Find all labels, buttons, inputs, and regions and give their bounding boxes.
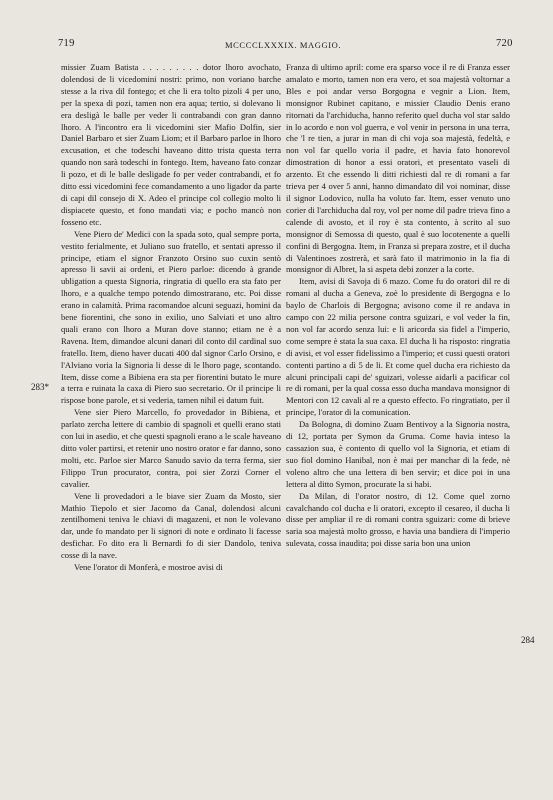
paragraph: Da Milan, di l'orator nostro, di 12. Come quel zorno cavalchando col ducha e li oratori, excepto il cesareo, il ducha li disse per ampliar il re di romani contra sguizari: come di brieve saria soa majestà molto grosso, e havia una bandiera di l'imperio sulevata, cossa inaudita; poi disse saria bon una union <box>286 490 510 549</box>
left-text-column <box>61 62 281 574</box>
page-number-left: 719 <box>58 38 75 49</box>
page-number-right: 720 <box>496 38 513 49</box>
margin-note-left: 283* <box>31 382 49 392</box>
paragraph: missier Zuam Batista . . . . . . . . . dotor lhoro avochato, dolendosi de li vicedomini nostri: primo, non voriano barche stesse a la riva dil fontego; et che li era tolto pizoli 4 per uno, per la spexa di pozi, tamen non era aqua; tertio, si dolevano li era desligà le balle per veder li contrabandi con gran danno lhoro. A l'incontro era li vicedomini sier Mafio Dolfin, sier Daniel Barbaro et sier Zuam Liom; et il Barbaro parloe in lhoro excusation, et che todeschi haveano ditto trista questa terra quando non sarà todeschi in fontego. Item, haveano fato conzar li pozo, et di le balle desligade fo per veder contrabandi, et fo ditto essi vicedomini fece comandamento a uno ligador da parte di capi dil consejo di X. Adeo el principe col collegio molto li dispiacete questo, et fono mandati via; e pocho mancò non fosseno etc. <box>61 62 281 227</box>
paragraph: Franza di ultimo april: come era sparso voce il re di Franza esser amalato e morto, tamen non era vero, et soa majestà voltornar a Bles e poi andar verso Borgogna e vegnir a Lion. Item, monsignor Rubinet capitano, e missier Claudio Denis erano ritornati da l'archiducha, hanno referito quel ducha vol star saldo in lo acordo e non vol guerra, e vol venir in persona in una terra, che 'l re tien, a jurar in man di chi voja soa majestà, fedeltà, e non vol far quello voria il padre, et havia fato honorevol dimostration di honor a essi oratori, et presentato vaseli di arzento. Et che essendo li ditti richiesti dal re di romani a far trieva per 4 over 5 anni, hanno dimandato dil voi nominar, disse il signor Lodovico, nulla ha voluto far. Item, esser venuto uno corier di l'archiducha dal roy, vol per nome dil padre trieva fino a calende di avosto, et il roy è sta contento, à scrito al suo monsignor di Semossa di questo, qual è suo locotenente a quelli confini di Bergogna. Item, in Franza si prepara zostre, et il ducha di Valentinoes zostrerà, et sarà fato il matrimonio in la fia di monsignor di Albret, la si aspeta debi zonzer a la corte. <box>286 62 510 275</box>
paragraph: Item, avisi di Savoja di 6 mazo. Come fu do oratori dil re di romani al ducha a Geneva, zoè lo presidente di Bergogna e lo baylo de Charlois di Bergogna; avisono come il re andava in campo con 22 milia persone contra sguizari, e vol veder la fin, non vol far acordo senza lui: e li aricorda sia fidel a l'imperio, come sempre è stata la sua caxa. El ducha li ha risposto: ringratia di avisi, et vol esser fidelissimo a l'imperio; et cussi questi oratori contenti partino a dì 5 de li. Et come quel ducha era richiesto da alcuni principali capi de' sguizari, volesse aidarli a pacificar col re di romani, per la qual cossa esso ducha mandava monsignor di Mentori con 12 cavali al re a questo effecto. Fo ringratiato, per il principe, l'orator di la comunication. <box>286 276 510 418</box>
right-text-column <box>286 62 510 550</box>
paragraph: Vene Piero de' Medici con la spada soto, qual sempre porta, vestito ferialmente, et Juliano suo fratello, et sentati apresso il principe, etiam el signor Franzoto Orsino suo cuxin sentò apresso li savii ai ordeni, et Piero parloe: dicendo à grande ubligation a questa Signoria, ringratia di quello era sta fato per lhoro, e a qualche tempo potendo dimostrarano, etc. Poi disse erano in calamità. Prima racomandoe alcuni seguazi, homini da bene fiorentini, che sono in exilio, uno Salviati et uno altro quali erano con lhoro a Muran dove stanno; etiam ne è a Ravena. Item, dimandoe alcuni danari dil conto dil cardinal suo fratello. Item, dieno haver ducati 400 dal signor Carlo Orsino, e l'Alviano voria la Signoria li desse di le lhoro page, scontando. Item, disse come a Bibiena era sta per fiorentini butato le mure a terra e ruinata la caxa di Piero suo secretario. Or il principe li rispose bone parole, et si vederia, tamen nihil ei datum fuit. <box>61 228 281 406</box>
margin-note-right: 284 <box>521 635 535 645</box>
paragraph: Vene li provedadori a le biave sier Zuam da Mosto, sier Mathio Tiepolo et sier Jacomo da Canal, dolendosi alcuni zentilhomeni teniva le chiavi di magazeni, et non le volevano dar, unde fo mandato per li signori di note e ordinato li facesse desfichar. Fo dito era li Bernardi fo di sier Dandolo, teniva cosse di la nave. <box>61 490 281 561</box>
running-header: MCCCCLXXXIX. MAGGIO. <box>225 40 342 50</box>
paragraph: Vene sier Piero Marcello, fo provedador in Bibiena, et parlato zercha lettere di cambio di spagnoli et quelli erano stati con lui in asedio, et che questi spagnoli erano a le scale haveano ditto voler partirsi, et retenir uno nostro orator e far danno, sono molti, etc. Parloe sier Marco Sanudo savio da terra ferma, sier Filippo Trun procurator, contra, poi sier Zorzi Corner el cavalier. <box>61 407 281 489</box>
paragraph: Da Bologna, di domino Zuam Bentivoy a la Signoria nostra, di 12, portata per Symon da Gruma. Come havia inteso la cassazion sua, è contento di quello vol la Signoria, et etiam di suo fiol domino Hanibal, non è mai per manchar di la fede, nè voleno altro che una lettera di ben servir; et dice poi in una lettera al ditto Symon, procurate la si habi. <box>286 419 510 489</box>
paragraph: Vene l'orator di Monferà, e mostroe avisi di <box>74 562 223 573</box>
